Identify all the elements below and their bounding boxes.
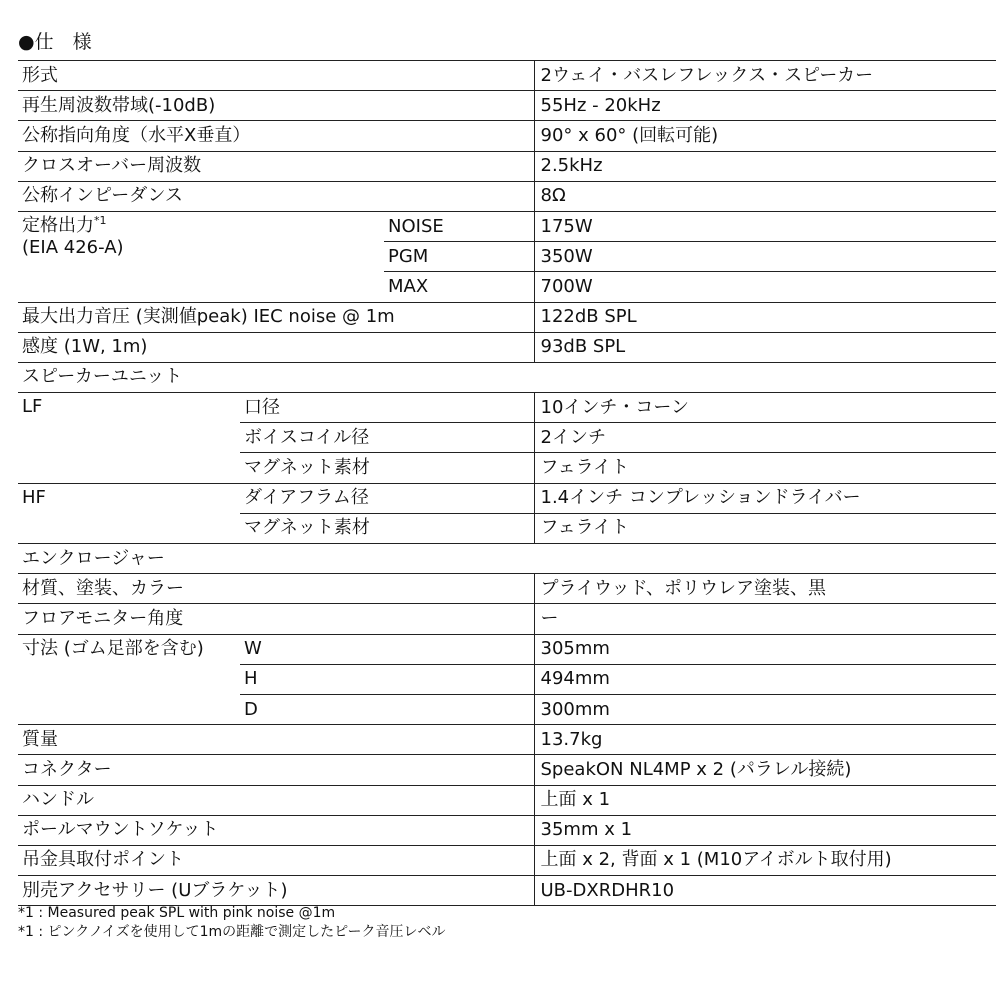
spec-sublabel: W [240,634,534,664]
spec-value: 93dB SPL [534,332,996,362]
spec-sublabel: ダイアフラム径 [240,483,534,513]
spec-value: 13.7kg [534,725,996,755]
spec-value: 350W [534,242,996,272]
spec-row-pole-socket [18,815,996,845]
section-header-enclosure [18,544,996,574]
spec-value: 8Ω [534,181,996,211]
spec-row-lf-diameter [18,393,996,423]
spec-label: 公称インピーダンス [18,181,534,211]
spec-value: 55Hz - 20kHz [534,91,996,121]
spec-value: ー [534,604,996,634]
spec-value: フェライト [534,453,996,483]
spec-value: 35mm x 1 [534,815,996,845]
spec-sublabel: H [240,664,534,694]
spec-row-hf-diaphragm [18,483,996,513]
footnote-en: *1 : Measured peak SPL with pink noise @1m [18,905,336,921]
spec-row-type [18,61,996,91]
spec-label-lf: LF [18,393,240,484]
power-label-line: 定格出力$^{*1}$ [22,213,107,236]
spec-value: 2.5kHz [534,151,996,181]
spec-value: 700W [534,272,996,302]
spec-row-power-noise [18,211,996,241]
spec-sublabel: マグネット素材 [240,453,534,483]
spec-value: 175W [534,211,996,241]
footnotes [18,904,446,942]
spec-value: 122dB SPL [534,302,996,332]
spec-value: 300mm [534,694,996,724]
spec-row-accessory [18,876,996,906]
spec-row-frequency [18,91,996,121]
spec-row-max-spl [18,302,996,332]
spec-value: 10インチ・コーン [534,393,996,423]
spec-table [18,60,996,906]
spec-label: クロスオーバー周波数 [18,151,534,181]
spec-sublabel: マグネット素材 [240,513,534,543]
spec-row-coverage [18,121,996,151]
spec-value: 494mm [534,664,996,694]
spec-label: 最大出力音圧 (実測値peak) IEC noise @ 1m [18,302,534,332]
spec-label: コネクター [18,755,534,785]
spec-row-rigging [18,845,996,875]
spec-label: 公称指向角度（水平X垂直） [18,121,534,151]
spec-label-hf: HF [18,483,240,543]
spec-row-material [18,574,996,604]
spec-value: 2インチ [534,423,996,453]
spec-label: 吊金具取付ポイント [18,845,534,875]
spec-sublabel: PGM [384,242,534,272]
spec-value: 90° x 60° (回転可能) [534,121,996,151]
spec-value: UB-DXRDHR10 [534,876,996,906]
section-title: エンクロージャー [18,544,996,574]
power-label-sub: (EIA 426-A) [22,236,124,258]
spec-row-crossover [18,151,996,181]
spec-value: フェライト [534,513,996,543]
spec-value: 2ウェイ・バスレフレックス・スピーカー [534,61,996,91]
spec-row-weight [18,725,996,755]
spec-row-dimension-w [18,634,996,664]
spec-label: 再生周波数帯域(-10dB) [18,91,534,121]
spec-label: 質量 [18,725,534,755]
spec-row-sensitivity [18,332,996,362]
spec-label-dimensions: 寸法 (ゴム足部を含む) [18,634,240,725]
spec-sublabel: MAX [384,272,534,302]
spec-row-floor-angle [18,604,996,634]
spec-label: 感度 (1W, 1m) [18,332,534,362]
spec-label: ポールマウントソケット [18,815,534,845]
spec-value: プライウッド、ポリウレア塗装、黒 [534,574,996,604]
spec-value: SpeakON NL4MP x 2 (パラレル接続) [534,755,996,785]
section-header-speaker-units [18,362,996,392]
spec-row-impedance [18,181,996,211]
spec-sublabel: ボイスコイル径 [240,423,534,453]
spec-label: 別売アクセサリー (Uブラケット) [18,876,534,906]
spec-heading: ●仕 様 [18,31,92,53]
spec-value: 上面 x 1 [534,785,996,815]
section-title: スピーカーユニット [18,362,996,392]
spec-label-power [18,211,384,302]
spec-sublabel: NOISE [384,211,534,241]
spec-row-connector [18,755,996,785]
spec-value: 上面 x 2, 背面 x 1 (M10アイボルト取付用) [534,845,996,875]
spec-value: 305mm [534,634,996,664]
spec-label: フロアモニター角度 [18,604,534,634]
spec-label: 材質、塗装、カラー [18,574,534,604]
spec-label: 形式 [18,61,534,91]
spec-row-handle [18,785,996,815]
footnote-ja: *1 : ピンクノイズを使用して1mの距離で測定したピーク音圧レベル [18,924,446,940]
spec-label: ハンドル [18,785,534,815]
spec-sublabel: 口径 [240,393,534,423]
spec-sublabel: D [240,694,534,724]
spec-value: 1.4インチ コンプレッションドライバー [534,483,996,513]
